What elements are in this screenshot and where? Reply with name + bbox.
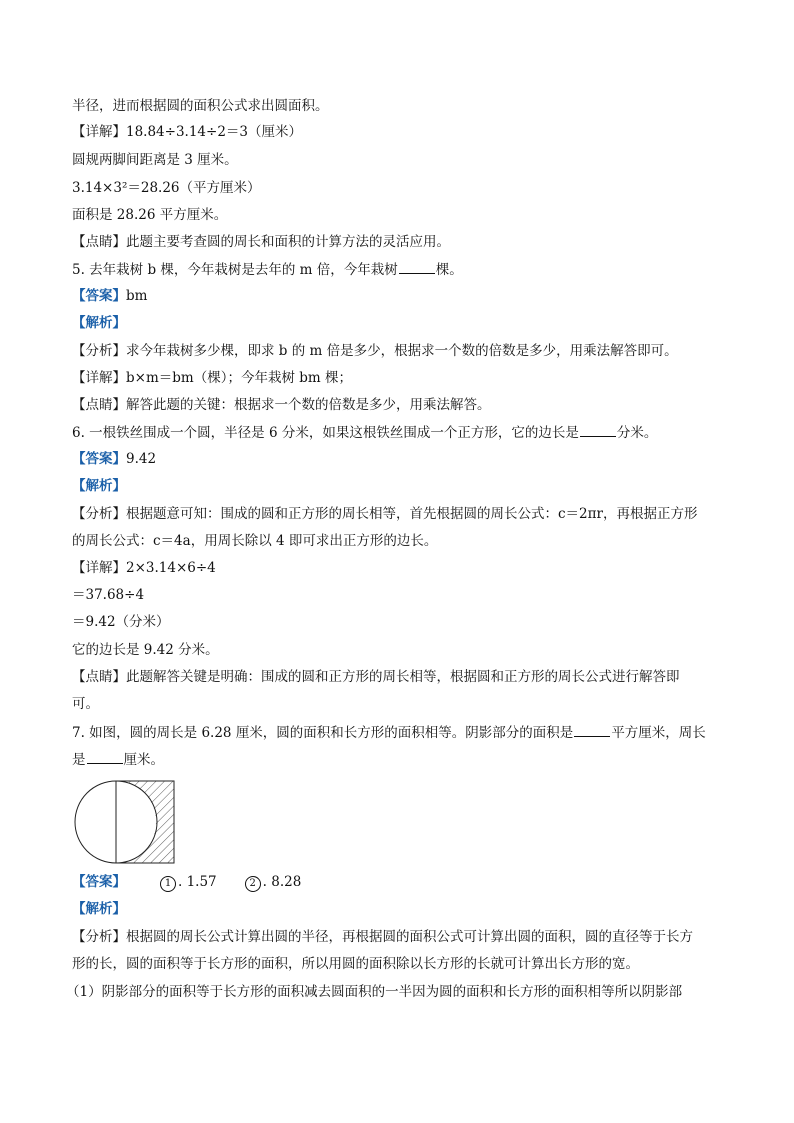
label-answer: 【答案】: [72, 288, 126, 304]
text-line: 它的边长是 9.42 分米。: [72, 642, 219, 658]
text-line: 【点睛】此题解答关键是明确：围成的圆和正方形的周长相等，根据圆和正方形的周长公式进行解答即: [72, 669, 680, 685]
circled-number-2: 2: [245, 876, 261, 892]
text-line: ＝9.42（分米）: [72, 614, 170, 630]
text-line: 【分析】根据题意可知：围成的圆和正方形的周长相等，首先根据圆的周长公式：c＝2πr，再根据正方形: [72, 506, 698, 522]
text-line: 【答案】 1 . 1.57 2 . 8.28: [72, 874, 302, 890]
label-analysis: 【解析】: [72, 901, 126, 917]
text-line: 可。: [72, 696, 99, 712]
text-line: 面积是 28.26 平方厘米。: [72, 207, 228, 223]
text-line: 【答案】9.42: [72, 451, 157, 467]
text-line: 【详解】2×3.14×6÷4: [72, 560, 216, 576]
label-detail: 【详解】: [72, 370, 126, 386]
text-line: 【详解】18.84÷3.14÷2＝3（厘米）: [72, 124, 303, 140]
text-line: 【点睛】此题主要考查圆的周长和面积的计算方法的灵活应用。: [72, 234, 450, 250]
circle-rectangle-figure: [72, 780, 182, 874]
label-detail: 【详解】: [72, 124, 126, 140]
label-detail: 【详解】: [72, 560, 126, 576]
answer-blank: [87, 749, 123, 764]
label-analysis: 【解析】: [72, 478, 126, 494]
question-6: 6. 一根铁丝围成一个圆，半径是 6 分米，如果这根铁丝围成一个正方形，它的边长是 分米。: [72, 422, 722, 443]
question-7: 7. 如图，圆的周长是 6.28 厘米，圆的面积和长方形的面积相等。阴影部分的面积是 平方厘米，周长: [72, 722, 722, 743]
label-analysis-sub: 【分析】: [72, 506, 126, 522]
answer-blank: [580, 422, 616, 437]
label-analysis-sub: 【分析】: [72, 929, 126, 945]
text-line: [72, 313, 722, 333]
label-comment: 【点睛】: [72, 669, 126, 685]
text-line: ＝37.68÷4: [72, 587, 145, 603]
label-answer: 【答案】: [72, 451, 126, 467]
text-line: （1）阴影部分的面积等于长方形的面积减去圆面积的一半因为圆的面积和长方形的面积相等所以阴影部: [66, 984, 683, 1000]
answer-blank: [574, 722, 610, 737]
label-answer: 【答案】: [72, 874, 126, 890]
text-line: 半径，进而根据圆的面积公式求出圆面积。: [72, 98, 329, 114]
text-line: 的周长公式：c＝4a，用周长除以 4 即可求出正方形的边长。: [72, 533, 438, 549]
text-line: 【分析】根据圆的周长公式计算出圆的半径，再根据圆的面积公式可计算出圆的面积，圆的直径等于长方: [72, 929, 693, 945]
question-5: 5. 去年栽树 b 棵，今年栽树是去年的 m 倍，今年栽树 棵。: [72, 259, 722, 280]
text-line: 是 厘米。: [72, 749, 722, 770]
text-line: 圆规两脚间距离是 3 厘米。: [72, 152, 238, 168]
text-line: 形的长，圆的面积等于长方形的面积，所以用圆的面积除以长方形的长就可计算出长方形的宽。: [72, 956, 639, 972]
answer-blank: [399, 259, 435, 274]
text-line: 【点睛】解答此题的关键：根据求一个数的倍数是多少，用乘法解答。: [72, 397, 491, 413]
text-line: 【详解】b×m＝bm（棵）；今年栽树 bm 棵；: [72, 370, 352, 386]
label-analysis-sub: 【分析】: [72, 343, 126, 359]
circled-number-1: 1: [160, 876, 176, 892]
text-line: 【答案】bm: [72, 288, 148, 304]
text-line: 3.14×3²＝28.26（平方厘米）: [72, 180, 261, 196]
label-comment: 【点睛】: [72, 397, 126, 413]
label-analysis: 【解析】: [72, 315, 126, 331]
text-line: [72, 476, 722, 496]
text-line: 【分析】求今年栽树多少棵，即求 b 的 m 倍是多少，根据求一个数的倍数是多少，用乘法解答即可。: [72, 343, 678, 359]
label-comment: 【点睛】: [72, 234, 126, 250]
text-line: [72, 899, 722, 919]
